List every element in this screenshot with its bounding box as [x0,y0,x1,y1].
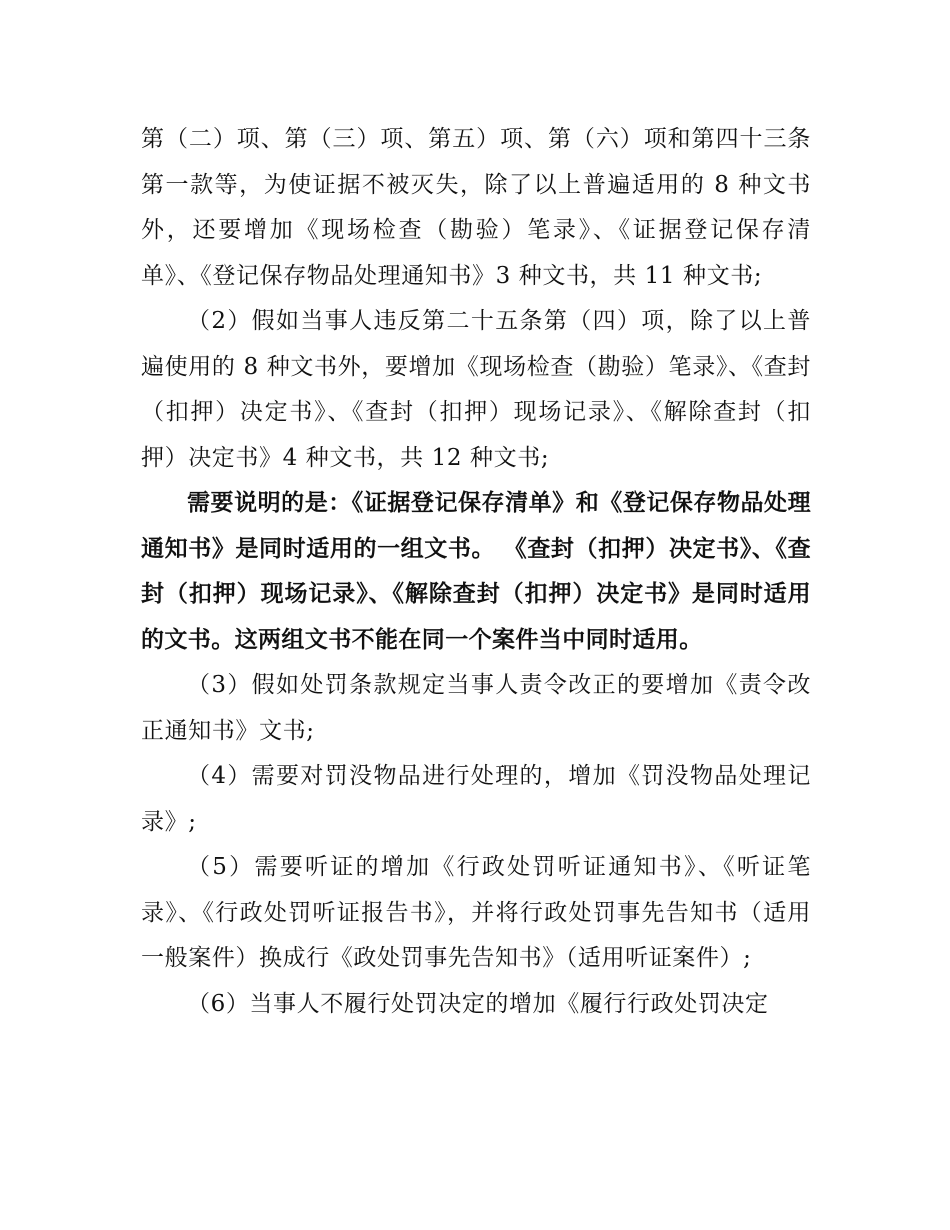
paragraph-continuation: 第（二）项、第（三）项、第五）项、第（六）项和第四十三条第一款等，为使证据不被灭失，除了以上普遍适用的 8 种文书外，还要增加《现场检查（勘验）笔录》、《证据登记保存清单》、《登记保存物品处理通知书》3 种文书，共 11 种文书; [141,126,811,289]
paragraph-item-6: （6）当事人不履行处罚决定的增加《履行行政处罚决定 [187,990,769,1017]
paragraph-note-bold: 需要说明的是：《证据登记保存清单》和《登记保存物品处理通知书》是同时适用的一组文书。 《查封（扣押）决定书》、《查封（扣押）现场记录》、《解除查封（扣押）决定书》是同时适用的文书。这两组文书不能在同一个案件当中同时适用。 [141,490,811,653]
paragraph-item-5: （5）需要听证的增加《行政处罚听证通知书》、《听证笔录》、《行政处罚听证报告书》，并将行政处罚事先告知书（适用一般案件）换成行《政处罚事先告知书》（适用听证案件）; [141,854,811,971]
paragraph-item-4: （4）需要对罚没物品进行处理的，增加《罚没物品处理记录》; [141,763,811,835]
document-body [141,117,811,1027]
paragraph-item-2: （2）假如当事人违反第二十五条第（四）项，除了以上普遍使用的 8 种文书外，要增加《现场检查（勘验）笔录》、《查封（扣押）决定书》、《查封（扣押）现场记录》、《解除查封（扣押）决定书》4 种文书，共 12 种文书; [141,308,811,471]
paragraph-item-3: （3）假如处罚条款规定当事人责令改正的要增加《责令改正通知书》文书; [141,672,811,744]
